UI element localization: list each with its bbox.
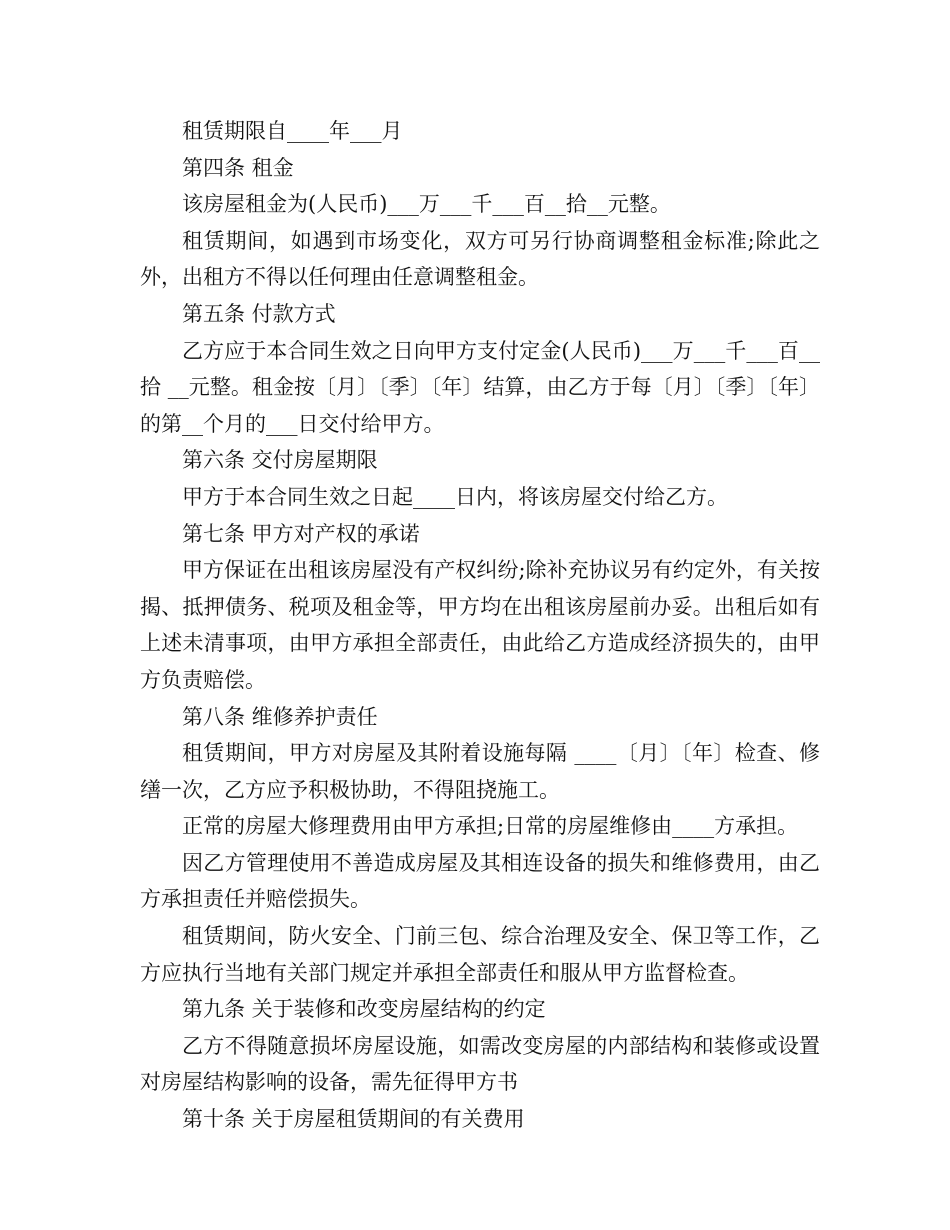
paragraph-repair-costs: 正常的房屋大修理费用由甲方承担;日常的房屋维修由____方承担。 (182, 814, 799, 839)
paragraph-safety-duties: 租赁期间，防火安全、门前三包、综合治理及安全、保卫等工作，乙方应执行当地有关部门规定并承担全部责任和服从甲方监督检查。 (140, 924, 820, 985)
heading-article-9-renovation: 第九条 关于装修和改变房屋结构的约定 (182, 997, 546, 1022)
heading-article-5-payment: 第五条 付款方式 (182, 301, 336, 326)
paragraph-payment-terms: 乙方应于本合同生效之日向甲方支付定金(人民币)___万___千___百__拾 __元整。租金按〔月〕〔季〕〔年〕结算，由乙方于每〔月〕〔季〕〔年〕的第__个月的___日交付给甲方。 (140, 338, 820, 436)
paragraph-maintenance-inspection: 租赁期间，甲方对房屋及其附着设施每隔 ____〔月〕〔年〕检查、修缮一次，乙方应予积极协助，不得阻挠施工。 (140, 741, 820, 802)
paragraph-tenant-damage: 因乙方管理使用不善造成房屋及其相连设备的损失和维修费用，由乙方承担责任并赔偿损失。 (140, 850, 820, 912)
heading-article-4-rent: 第四条 租金 (182, 155, 294, 180)
heading-article-8-maintenance: 第八条 维修养护责任 (182, 704, 378, 729)
paragraph-renovation-terms: 乙方不得随意损坏房屋设施，如需改变房屋的内部结构和装修或设置对房屋结构影响的设备，需先征得甲方书 (140, 1033, 820, 1095)
paragraph-delivery-terms: 甲方于本合同生效之日起____日内，将该房屋交付给乙方。 (182, 484, 728, 509)
heading-article-10-fees: 第十条 关于房屋租赁期间的有关费用 (182, 1107, 525, 1132)
heading-article-7-property-rights: 第七条 甲方对产权的承诺 (182, 521, 420, 546)
paragraph-rent-amount: 该房屋租金为(人民币)___万___千___百__拾__元整。 (182, 192, 671, 217)
document-body (140, 113, 820, 1138)
paragraph-rent-adjustment: 租赁期间，如遇到市场变化，双方可另行协商调整租金标准;除此之外，出租方不得以任何理由任意调整租金。 (140, 228, 820, 290)
paragraph-lease-term: 租赁期限自____年___月 (182, 119, 403, 143)
heading-article-6-delivery: 第六条 交付房屋期限 (182, 448, 378, 473)
paragraph-property-rights: 甲方保证在出租该房屋没有产权纠纷;除补充协议另有约定外，有关按揭、抵押债务、税项及租金等，甲方均在出租该房屋前办妥。出租后如有上述未清事项，由甲方承担全部责任，由此给乙方造成经济损失的，由甲方负责赔偿。 (140, 558, 820, 692)
